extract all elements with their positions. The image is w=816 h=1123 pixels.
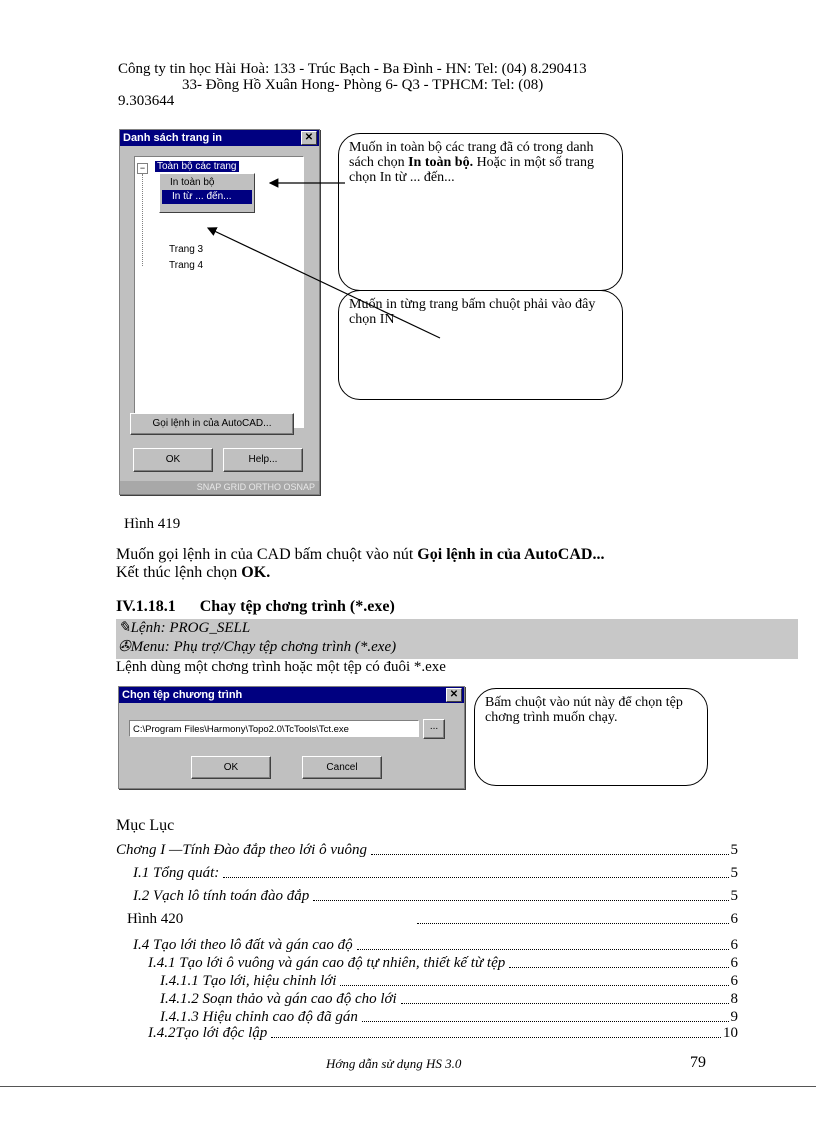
menu-item-print-range[interactable]: In từ ... đến... [162, 190, 252, 204]
section-heading: IV.1.18.1 Chay tệp chơng trình (*.exe) [116, 598, 395, 615]
toc-row[interactable]: I.4.1.1 Tạo lới, hiệu chỉnh lới 6 [160, 973, 738, 989]
menu-item-print-all[interactable]: In toàn bộ [170, 177, 215, 188]
tree-item-trang-4[interactable]: Trang 4 [169, 260, 204, 271]
toc-row[interactable]: I.4.1.3 Hiệu chỉnh cao độ đã gán 9 [160, 1009, 738, 1025]
toc-row[interactable]: Hình 420 6 [127, 911, 738, 927]
toc-row[interactable]: I.4 Tạo lới theo lô đất và gán cao độ 6 [133, 937, 738, 953]
callout-browse: Bấm chuột vào nút này để chọn tệp chơng trình muốn chạy. [474, 688, 708, 786]
browse-button[interactable]: ... [423, 719, 445, 739]
paragraph-autocad: Muốn gọi lệnh in của CAD bấm chuột vào nút Gọi lệnh in của AutoCAD... Kết thúc lệnh chọn OK. [116, 546, 605, 581]
command-box [116, 619, 798, 659]
command-icon: ✎ [118, 620, 131, 636]
dialog-title: Danh sách trang in [123, 132, 223, 144]
arrow-to-page [208, 228, 440, 338]
ok-button[interactable]: OK [133, 448, 213, 472]
toc-row[interactable]: I.2 Vạch lô tính toán đào đắp 5 [133, 888, 738, 904]
close-icon[interactable]: ✕ [301, 131, 317, 145]
choose-program-dialog [118, 686, 465, 789]
command-menu-path: Menu: Phụ trợ/Chạy tệp chơng trình (*.exe) [130, 639, 397, 655]
ok-button[interactable]: OK [191, 756, 271, 779]
header-line-1: Công ty tin học Hài Hoà: 133 - Trúc Bạch - Ba Đình - HN: Tel: (04) 8.290413 [118, 61, 587, 77]
footer-title: Hớng dẫn sử dụng HS 3.0 [326, 1056, 462, 1071]
toc-row[interactable]: I.4.2Tạo lới độc lập 10 [148, 1025, 738, 1041]
program-path-input[interactable]: C:\Program Files\Harmony\Topo2.0\TcTools\Tct.exe [129, 720, 419, 737]
menu-icon: ✇ [118, 639, 131, 655]
dialog-title: Chọn tệp chương trình [122, 689, 243, 701]
cancel-button[interactable]: Cancel [302, 756, 382, 779]
callout-print-page: Muốn in từng trang bấm chuột phải vào đây chọn IN [338, 290, 623, 400]
figure-caption-419: Hình 419 [124, 516, 181, 532]
command-name: Lệnh: PROG_SELL [130, 620, 251, 636]
tree-root[interactable]: Toàn bộ các trang [157, 161, 237, 172]
toc-row[interactable]: I.4.1.2 Soạn thảo và gán cao độ cho lới 8 [160, 991, 738, 1007]
footer-rule [0, 1086, 816, 1087]
autocad-status-bar: SNAP GRID ORTHO OSNAP [120, 481, 319, 494]
toc-title: Mục Lục [116, 817, 175, 834]
dialog-title-bar [119, 687, 464, 703]
toc-row[interactable]: I.1 Tổng quát: 5 [133, 865, 738, 881]
toc-row[interactable]: I.4.1 Tạo lới ô vuông và gán cao độ tự nhiên, thiết kế từ tệp 6 [148, 955, 738, 971]
page-number: 79 [690, 1054, 706, 1071]
toc-row[interactable]: Chơng I —Tính Đào đắp theo lới ô vuông 5 [116, 842, 738, 858]
help-button[interactable]: Help... [223, 448, 303, 472]
collapse-icon[interactable]: − [137, 163, 148, 174]
close-icon[interactable]: ✕ [446, 688, 462, 702]
callout-print-all: Muốn in toàn bộ các trang đã có trong danh sách chọn In toàn bộ. Hoặc in một số trang chọn In từ ... đến... [338, 133, 623, 291]
tree-item-trang-3[interactable]: Trang 3 [169, 244, 204, 255]
autocad-print-button[interactable]: Gọi lệnh in của AutoCAD... [130, 413, 294, 435]
header-line-3: 9.303644 [118, 93, 175, 109]
header-line-2: 33- Đồng Hồ Xuân Hong- Phòng 6- Q3 - TPHCM: Tel: (08) [182, 77, 544, 93]
paragraph-exe: Lệnh dùng một chơng trình hoặc một tệp có đuôi *.exe [116, 659, 446, 675]
